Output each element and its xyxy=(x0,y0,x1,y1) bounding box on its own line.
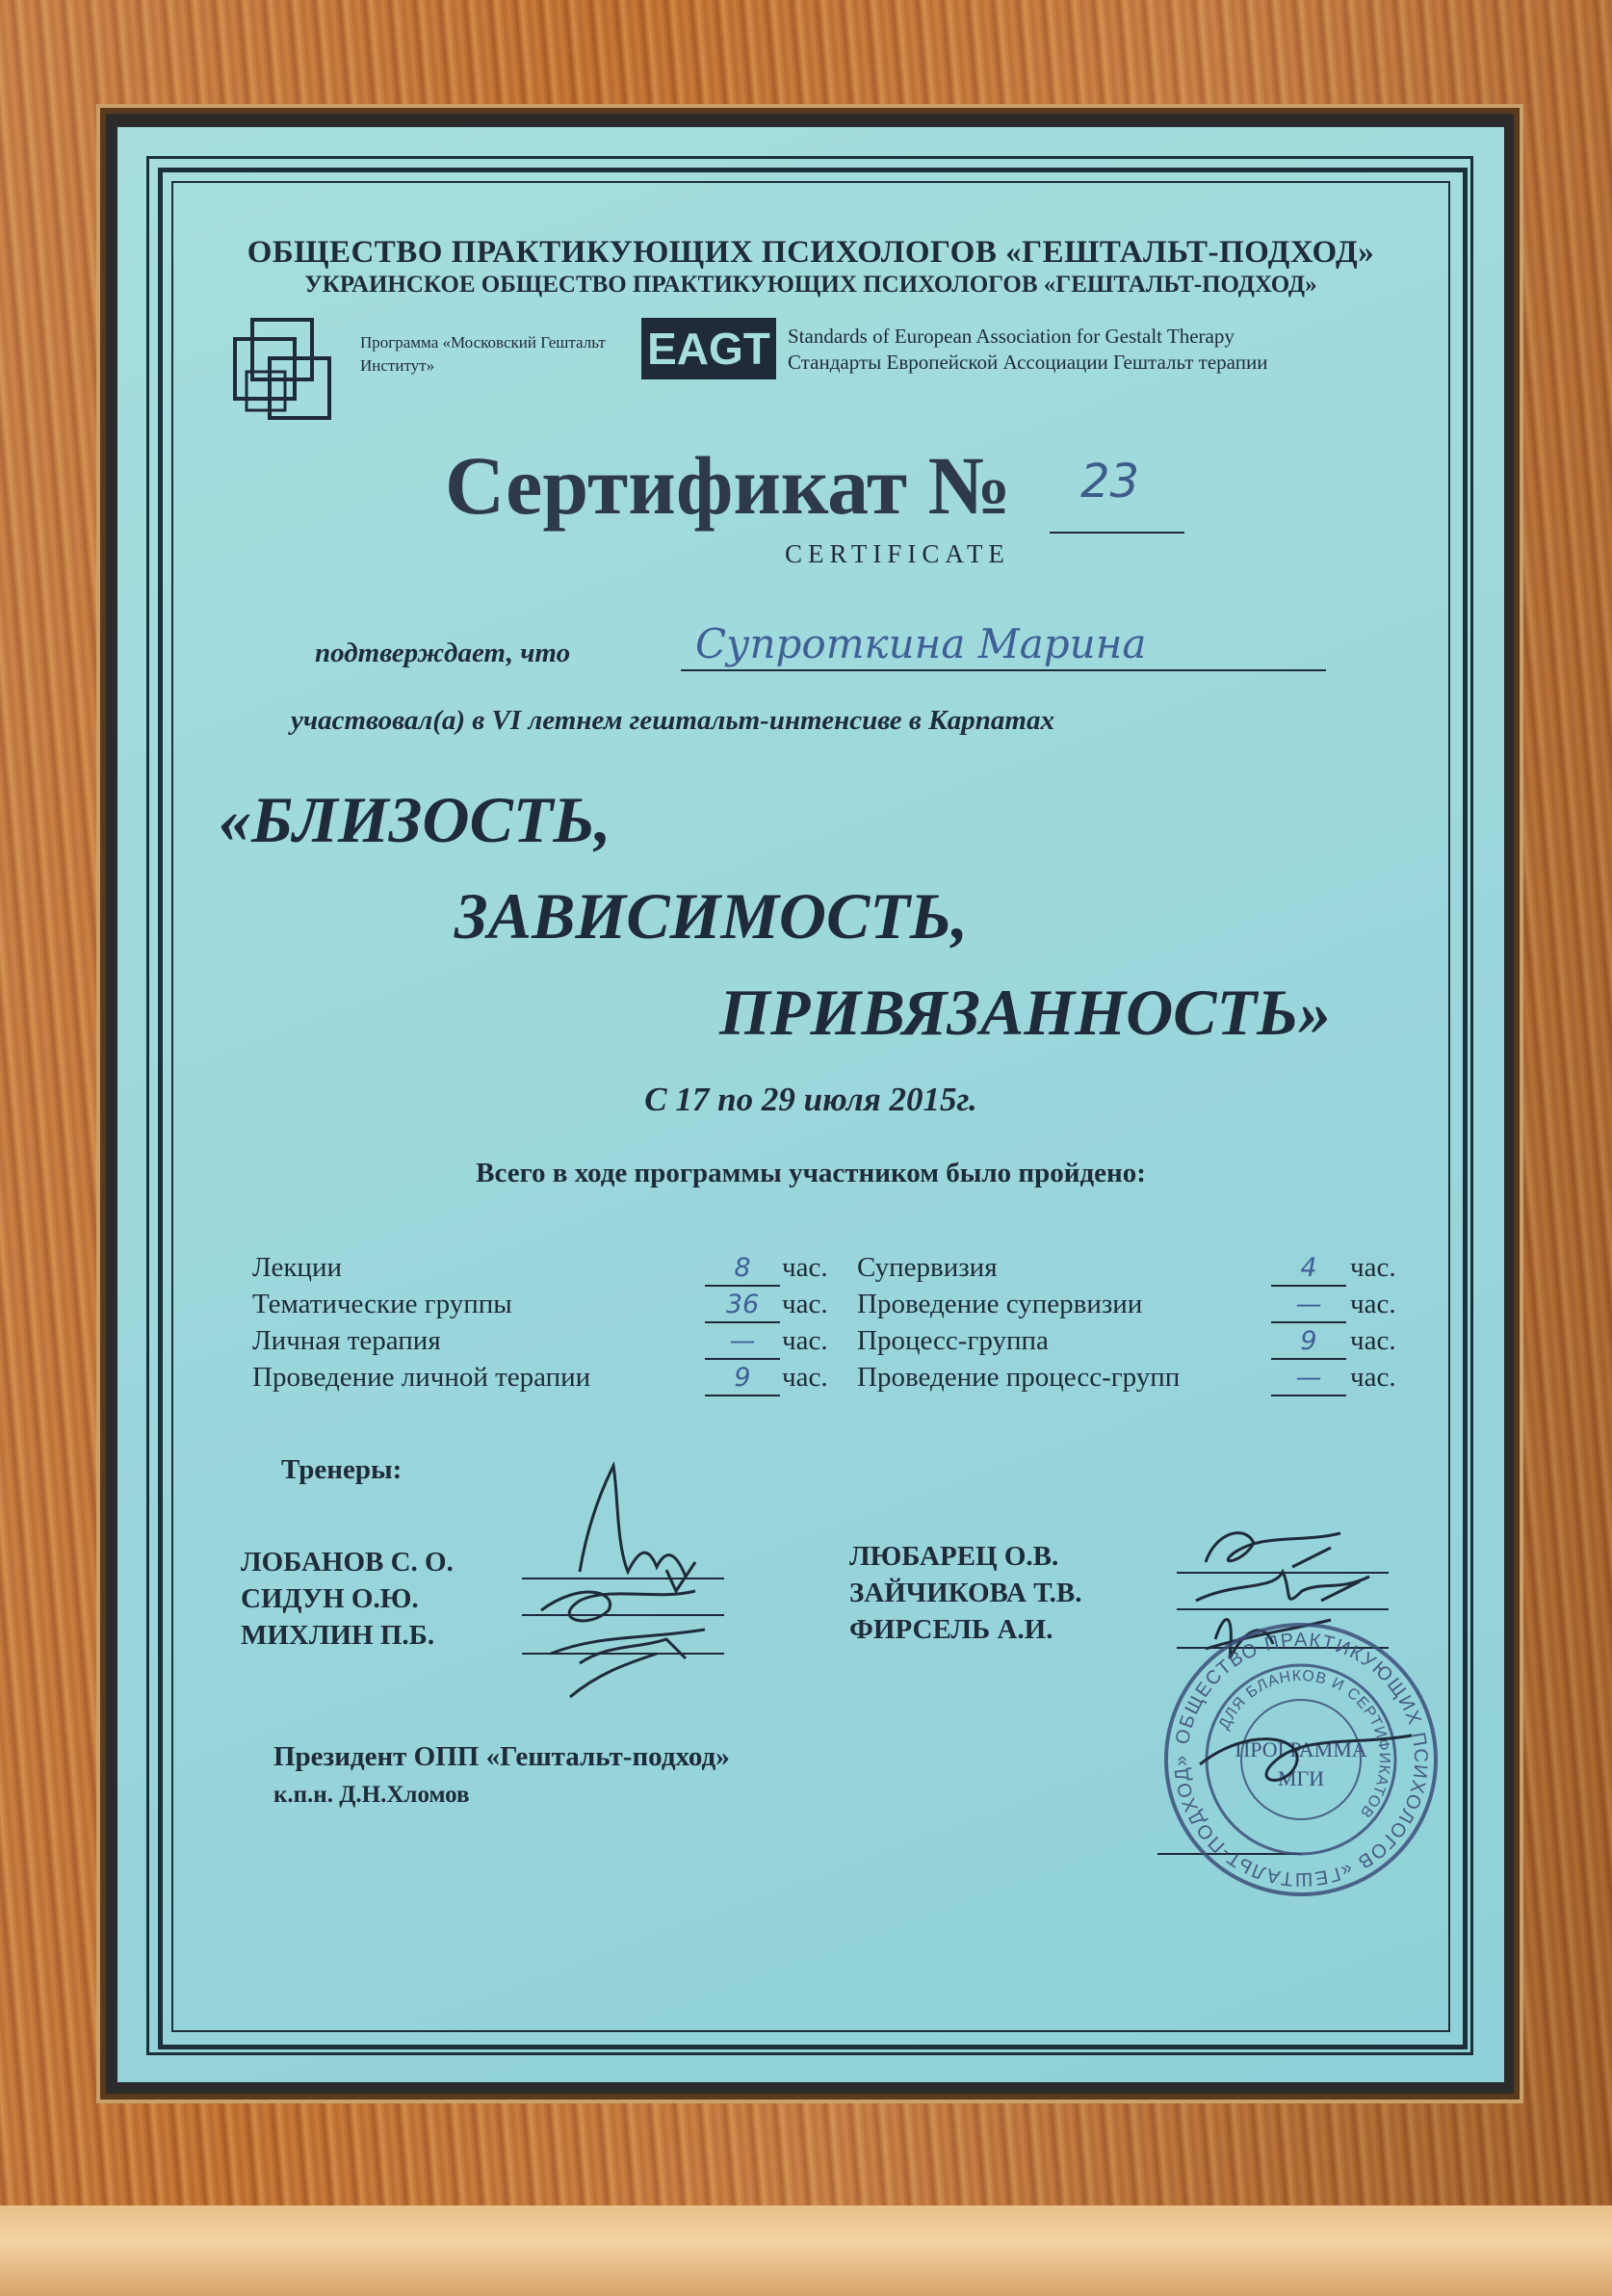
eagt-logo xyxy=(641,318,776,379)
hours-unit: час. xyxy=(1350,1362,1396,1393)
president-title: Президент ОПП «Гештальт-подход» xyxy=(273,1741,730,1772)
hours-row-supervision xyxy=(857,1252,1435,1287)
stamp-center-line1: ПРОГРАММА xyxy=(1235,1737,1367,1761)
trainers-left-signatures xyxy=(522,1456,743,1745)
hours-value: 36 xyxy=(705,1289,780,1323)
certificate-paper xyxy=(117,127,1504,2082)
hours-row-lectures xyxy=(252,1252,830,1287)
hours-value: 9 xyxy=(705,1362,780,1396)
eagt-logo-text: EAGT xyxy=(647,324,770,374)
participation-text: участвовал(а) в VI летнем гештальт-интенсиве в Карпатах xyxy=(291,705,1054,736)
certificate-number: 23 xyxy=(1080,455,1140,509)
holder-underline xyxy=(681,669,1326,671)
trainer-name: ЗАЙЧИКОВА Т.В. xyxy=(849,1578,1082,1608)
certificate-title: Сертификат № xyxy=(445,439,1012,532)
certificate-number-underline xyxy=(1050,532,1184,534)
theme-line-3: ПРИВЯЗАННОСТЬ» xyxy=(719,976,1332,1049)
hours-name: Личная терапия xyxy=(252,1325,441,1356)
hours-name: Проведение супервизии xyxy=(857,1289,1143,1319)
eagt-standards-en: Standards of European Association for Gestalt Therapy xyxy=(788,325,1235,348)
trainer-name: МИХЛИН П.Б. xyxy=(241,1620,435,1651)
hours-row-personal-therapy xyxy=(252,1325,830,1360)
hours-name: Процесс-группа xyxy=(857,1325,1049,1356)
hours-unit: час. xyxy=(782,1289,828,1319)
hours-name: Супервизия xyxy=(857,1252,998,1283)
hours-row-conducting-therapy xyxy=(252,1362,830,1396)
hours-unit: час. xyxy=(1350,1289,1396,1319)
org-title-line2: УКРАИНСКОЕ ОБЩЕСТВО ПРАКТИКУЮЩИХ ПСИХОЛОГОВ «ГЕШТАЛЬТ-ПОДХОД» xyxy=(304,272,1317,298)
official-stamp xyxy=(1161,1620,1441,1899)
hours-value: 8 xyxy=(705,1252,780,1287)
hours-value: — xyxy=(1271,1362,1346,1396)
hours-unit: час. xyxy=(782,1362,828,1393)
program-dates: С 17 по 29 июля 2015г. xyxy=(644,1081,977,1118)
holder-name: Супроткина Марина xyxy=(695,620,1147,667)
total-hours-label: Всего в ходе программы участником было пройдено: xyxy=(476,1158,1146,1188)
hours-row-process-group xyxy=(857,1325,1435,1360)
stamp-inner-text: ДЛЯ БЛАНКОВ И СЕРТИФИКАТОВ xyxy=(1215,1667,1393,1821)
hours-name: Лекции xyxy=(252,1252,342,1283)
eagt-standards-ru: Стандарты Европейской Ассоциации Гештальт терапии xyxy=(788,351,1268,374)
hours-unit: час. xyxy=(782,1252,828,1283)
hours-name: Проведение личной терапии xyxy=(252,1362,591,1393)
hours-value: — xyxy=(1271,1289,1346,1323)
theme-line-1: «БЛИЗОСТЬ, xyxy=(219,783,611,856)
hours-value: 9 xyxy=(1271,1325,1346,1360)
hours-name: Тематические группы xyxy=(252,1289,512,1319)
mgi-logo-icon xyxy=(231,316,337,422)
hours-unit: час. xyxy=(1350,1252,1396,1283)
trainers-label: Тренеры: xyxy=(281,1454,403,1485)
mgi-program-text: Программа «Московский Гештальт Институт» xyxy=(360,333,606,375)
certificate-subtitle: CERTIFICATE xyxy=(785,539,1010,568)
frame-bottom-edge xyxy=(0,2205,1612,2296)
trainer-name: ФИРСЕЛЬ А.И. xyxy=(849,1614,1053,1645)
trainer-name: ЛОБАНОВ С. О. xyxy=(241,1547,454,1578)
stamp-center-line2: МГИ xyxy=(1277,1766,1325,1790)
stamp-outer-text: ОБЩЕСТВО ПРАКТИКУЮЩИХ ПСИХОЛОГОВ «ГЕШТАЛЬТ-ПОДХОД» xyxy=(1170,1629,1432,1891)
trainer-name: СИДУН О.Ю. xyxy=(241,1583,419,1614)
trainer-name: ЛЮБАРЕЦ О.В. xyxy=(849,1541,1059,1572)
hours-row-conducting-process-groups xyxy=(857,1362,1435,1396)
hours-name: Проведение процесс-групп xyxy=(857,1362,1181,1393)
hours-row-thematic xyxy=(252,1289,830,1323)
hours-value: 4 xyxy=(1271,1252,1346,1287)
confirms-label: подтверждает, что xyxy=(315,638,571,668)
hours-value: — xyxy=(705,1325,780,1360)
theme-line-2: ЗАВИСИМОСТЬ, xyxy=(455,879,969,952)
hours-row-conducting-supervision xyxy=(857,1289,1435,1323)
president-name: к.п.н. Д.Н.Хломов xyxy=(273,1782,470,1808)
hours-unit: час. xyxy=(782,1325,828,1356)
org-title-line1: ОБЩЕСТВО ПРАКТИКУЮЩИХ ПСИХОЛОГОВ «ГЕШТАЛЬТ-ПОДХОД» xyxy=(247,235,1375,270)
hours-unit: час. xyxy=(1350,1325,1396,1356)
